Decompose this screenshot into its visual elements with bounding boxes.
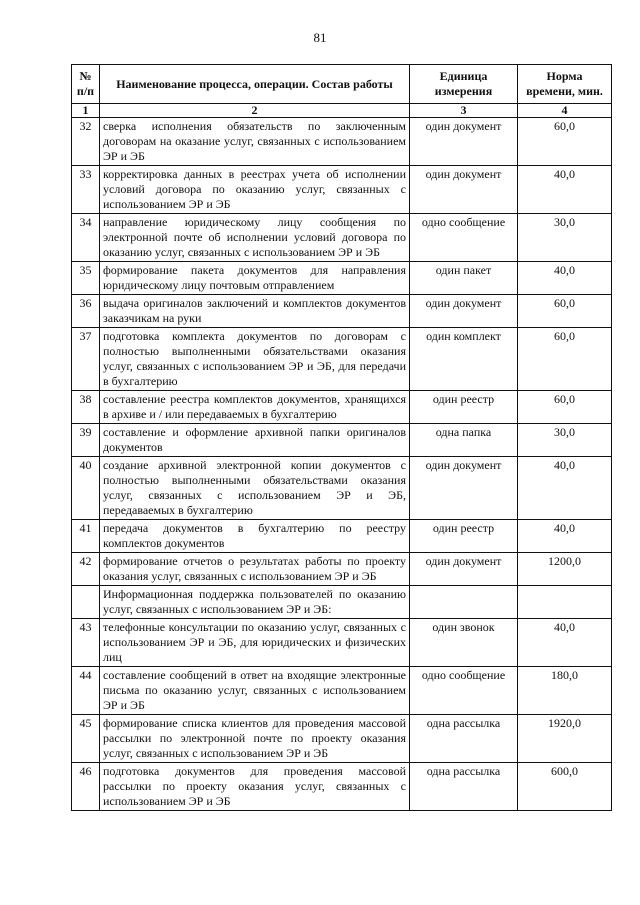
row-number: 39 bbox=[72, 424, 100, 457]
row-description: формирование отчетов о результатах работы по проекту оказания услуг, связанных с использованием ЭР и ЭБ bbox=[100, 553, 410, 586]
table-row bbox=[72, 553, 612, 586]
row-unit: один пакет bbox=[410, 262, 518, 295]
row-norm: 40,0 bbox=[518, 262, 612, 295]
table-row bbox=[72, 214, 612, 262]
row-description: выдача оригиналов заключений и комплектов документов заказчикам на руки bbox=[100, 295, 410, 328]
table-row bbox=[72, 520, 612, 553]
row-number: 33 bbox=[72, 166, 100, 214]
row-description: направление юридическому лицу сообщения по электронной почте об исполнении условий договора по оказанию услуг, связанных с использованием ЭР и ЭБ bbox=[100, 214, 410, 262]
row-description: телефонные консультации по оказанию услуг, связанных с использованием ЭР и ЭБ, для юридических и физических лиц bbox=[100, 619, 410, 667]
row-number: 38 bbox=[72, 391, 100, 424]
row-norm: 40,0 bbox=[518, 619, 612, 667]
row-number bbox=[72, 586, 100, 619]
row-number: 44 bbox=[72, 667, 100, 715]
row-norm: 1920,0 bbox=[518, 715, 612, 763]
table-row bbox=[72, 586, 612, 619]
table-row bbox=[72, 715, 612, 763]
row-description: составление и оформление архивной папки оригиналов документов bbox=[100, 424, 410, 457]
row-number: 42 bbox=[72, 553, 100, 586]
row-norm: 60,0 bbox=[518, 118, 612, 166]
row-description: создание архивной электронной копии документов с полностью выполненными обязательствами оказания услуг, связанных с использованием ЭР и ЭБ, передаваемых в бухгалтерию bbox=[100, 457, 410, 520]
row-norm: 600,0 bbox=[518, 763, 612, 811]
row-number: 43 bbox=[72, 619, 100, 667]
row-number: 35 bbox=[72, 262, 100, 295]
header-unit: Единица измерения bbox=[410, 65, 518, 104]
row-description: корректировка данных в реестрах учета об исполнении условий договора по оказанию услуг, связанных с использованием ЭР и ЭБ bbox=[100, 166, 410, 214]
row-unit: один комплект bbox=[410, 328, 518, 391]
row-unit: один документ bbox=[410, 457, 518, 520]
row-unit: один звонок bbox=[410, 619, 518, 667]
row-norm: 40,0 bbox=[518, 457, 612, 520]
row-number: 41 bbox=[72, 520, 100, 553]
table-row bbox=[72, 328, 612, 391]
row-number: 37 bbox=[72, 328, 100, 391]
table-row bbox=[72, 391, 612, 424]
table-row bbox=[72, 619, 612, 667]
row-unit: один реестр bbox=[410, 520, 518, 553]
row-description: составление сообщений в ответ на входящие электронные письма по оказанию услуг, связанных с использованием ЭР и ЭБ bbox=[100, 667, 410, 715]
row-norm: 60,0 bbox=[518, 391, 612, 424]
norms-table bbox=[71, 64, 612, 811]
column-number: 2 bbox=[100, 104, 410, 118]
row-description: формирование списка клиентов для проведения массовой рассылки по электронной почте по проекту оказания услуг, связанных с использованием ЭР и ЭБ bbox=[100, 715, 410, 763]
header-num: № п/п bbox=[72, 65, 100, 104]
row-description: Информационная поддержка пользователей по оказанию услуг, связанных с использованием ЭР и ЭБ: bbox=[100, 586, 410, 619]
header-norm: Норма времени, мин. bbox=[518, 65, 612, 104]
table-row bbox=[72, 118, 612, 166]
row-unit: один документ bbox=[410, 295, 518, 328]
row-unit: одно сообщение bbox=[410, 214, 518, 262]
column-number: 1 bbox=[72, 104, 100, 118]
row-norm: 60,0 bbox=[518, 295, 612, 328]
row-norm: 1200,0 bbox=[518, 553, 612, 586]
row-description: подготовка комплекта документов по договорам с полностью выполненными обязательствами оказания услуг, связанных с использованием ЭР и ЭБ, для передачи в бухгалтерию bbox=[100, 328, 410, 391]
header-name: Наименование процесса, операции. Состав работы bbox=[100, 65, 410, 104]
row-unit: один документ bbox=[410, 553, 518, 586]
row-norm: 40,0 bbox=[518, 520, 612, 553]
row-norm: 40,0 bbox=[518, 166, 612, 214]
row-description: сверка исполнения обязательств по заключенным договорам на оказание услуг, связанных с использованием ЭР и ЭБ bbox=[100, 118, 410, 166]
row-unit: одна рассылка bbox=[410, 763, 518, 811]
row-number: 40 bbox=[72, 457, 100, 520]
table-row bbox=[72, 667, 612, 715]
column-number: 3 bbox=[410, 104, 518, 118]
row-description: составление реестра комплектов документов, хранящихся в архиве и / или передаваемых в бухгалтерию bbox=[100, 391, 410, 424]
table-row bbox=[72, 424, 612, 457]
table-row bbox=[72, 457, 612, 520]
row-unit: один реестр bbox=[410, 391, 518, 424]
row-description: передача документов в бухгалтерию по реестру комплектов документов bbox=[100, 520, 410, 553]
row-number: 46 bbox=[72, 763, 100, 811]
row-number: 36 bbox=[72, 295, 100, 328]
column-number: 4 bbox=[518, 104, 612, 118]
row-unit: один документ bbox=[410, 166, 518, 214]
table-row bbox=[72, 763, 612, 811]
table-row bbox=[72, 295, 612, 328]
row-number: 45 bbox=[72, 715, 100, 763]
row-norm: 60,0 bbox=[518, 328, 612, 391]
row-norm: 180,0 bbox=[518, 667, 612, 715]
row-norm bbox=[518, 586, 612, 619]
table-header bbox=[72, 65, 612, 118]
row-unit: одно сообщение bbox=[410, 667, 518, 715]
row-unit: одна папка bbox=[410, 424, 518, 457]
table-row bbox=[72, 262, 612, 295]
row-norm: 30,0 bbox=[518, 424, 612, 457]
column-number-row bbox=[72, 104, 612, 118]
row-unit: одна рассылка bbox=[410, 715, 518, 763]
row-unit: один документ bbox=[410, 118, 518, 166]
row-description: формирование пакета документов для направления юридическому лицу почтовым отправлением bbox=[100, 262, 410, 295]
table-body bbox=[72, 118, 612, 811]
row-number: 32 bbox=[72, 118, 100, 166]
row-description: подготовка документов для проведения массовой рассылки по проекту оказания услуг, связанных с использованием ЭР и ЭБ bbox=[100, 763, 410, 811]
row-norm: 30,0 bbox=[518, 214, 612, 262]
row-unit bbox=[410, 586, 518, 619]
page-number: 81 bbox=[313, 30, 327, 45]
table-row bbox=[72, 166, 612, 214]
row-number: 34 bbox=[72, 214, 100, 262]
